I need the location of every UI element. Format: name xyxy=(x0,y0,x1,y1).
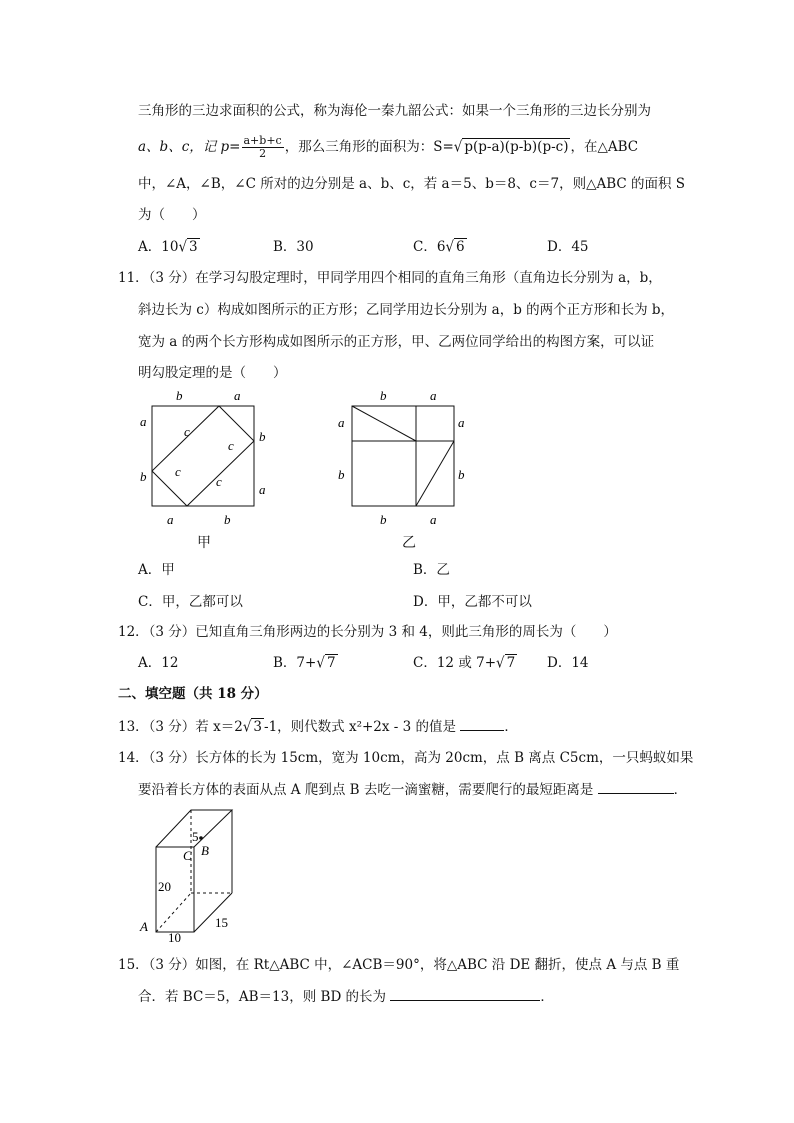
q11-option-b: B．乙 xyxy=(413,562,450,578)
q12-option-c xyxy=(413,653,517,673)
yi-label-top-a: a xyxy=(430,388,437,403)
yi-label-top-b: b xyxy=(380,388,387,403)
q10-line-2-c: ，在△ABC xyxy=(570,139,639,155)
q14-line-2-text: 要沿着长方体的表面从点 A 爬到点 B 去吃一滴蜜糖，需要爬行的最短距离是 xyxy=(138,782,594,798)
option-radicand: 6 xyxy=(456,239,465,255)
q10-option-b xyxy=(273,237,314,257)
q12-line-1: 12．（3 分）已知直角三角形两边的长分别为 3 和 4，则此三角形的周长为（ ） xyxy=(118,624,617,640)
jia-label-left-a: a xyxy=(140,414,147,429)
jia-label-right-b: b xyxy=(259,429,266,444)
q14-line-2 xyxy=(138,779,687,800)
q15-end: ． xyxy=(540,989,554,1005)
cuboid-label-b: B xyxy=(201,843,209,858)
sqrt-icon: √ xyxy=(242,718,252,736)
jia-label-top-a: a xyxy=(234,388,241,403)
option-prefix: 7+ xyxy=(296,655,317,671)
q15-answer-blank[interactable] xyxy=(390,986,540,1001)
option-value: 45 xyxy=(571,239,589,255)
q11-option-d: D．甲，乙都不可以 xyxy=(413,594,532,610)
option-label: C． xyxy=(413,655,437,671)
q15-line-2-text: 合．若 BC＝5，AB＝13，则 BD 的长为 xyxy=(138,989,387,1005)
q15-line-1: 15．（3 分）如图，在 Rt△ABC 中，∠ACB＝90°，将△ABC 沿 DE 翻折，使点 A 与点 B 重 xyxy=(118,957,680,973)
sqrt-icon: √ xyxy=(496,654,505,672)
q12-option-d: D．14 xyxy=(547,655,589,671)
q12-option-b xyxy=(273,653,338,673)
option-radicand: 3 xyxy=(189,239,198,255)
q11-line-2: 斜边长为 c）构成如图所示的正方形；乙同学用边长分别为 a，b 的两个正方形和长为 b， xyxy=(138,302,675,318)
q13-radicand: 3 xyxy=(253,719,263,735)
figure-yi xyxy=(330,385,480,530)
option-label: D． xyxy=(547,239,572,255)
option-prefix: 12 或 7+ xyxy=(436,655,497,671)
jia-label-c: c xyxy=(184,424,190,439)
q13-pre: 13．（3 分）若 x＝2 xyxy=(118,719,243,735)
yi-label-right-a: a xyxy=(458,415,465,430)
q11-option-c: C．甲，乙都可以 xyxy=(138,594,243,610)
jia-label-c: c xyxy=(228,438,234,453)
option-label: C． xyxy=(413,239,437,255)
jia-label-top-b: b xyxy=(176,388,183,403)
option-radicand: 7 xyxy=(506,655,516,671)
caption-jia: 甲 xyxy=(197,535,211,551)
sqrt-icon: √ xyxy=(445,238,455,256)
q14-end: ． xyxy=(673,782,688,798)
jia-label-c: c xyxy=(175,464,181,479)
jia-inner-square xyxy=(152,406,254,506)
q13-end: ． xyxy=(504,719,518,735)
p-fraction xyxy=(242,135,284,160)
caption-yi: 乙 xyxy=(402,535,416,551)
cuboid-label-15: 15 xyxy=(215,915,228,930)
option-radicand: 7 xyxy=(326,655,336,671)
section-2-title: 二、填空题（共 18 分） xyxy=(118,686,268,702)
cuboid-label-10: 10 xyxy=(168,930,181,945)
q15-line-2 xyxy=(138,986,554,1007)
yi-label-right-b: b xyxy=(458,467,465,482)
cuboid-label-20: 20 xyxy=(158,879,171,894)
jia-label-c: c xyxy=(216,474,222,489)
q10-line-2 xyxy=(138,135,638,160)
q10-line-1: 三角形的三边求面积的公式，称为海伦一秦九韶公式：如果一个三角形的三边长分别为 xyxy=(138,103,651,119)
q11-line-1: 11．（3 分）在学习勾股定理时，甲同学用四个相同的直角三角形（直角边长分别为 a，b， xyxy=(118,270,662,286)
yi-label-left-b: b xyxy=(338,467,345,482)
q14-answer-blank[interactable] xyxy=(598,779,674,794)
cuboid-label-c: C xyxy=(183,848,192,863)
sqrt-icon: √ xyxy=(178,238,188,256)
q10-line-2-a: a、b、c，记 p= xyxy=(138,139,241,155)
q14-line-1: 14．（3 分）长方体的长为 15cm，宽为 10cm，高为 20cm，点 B 离点 C5cm，一只蚂蚁如果 xyxy=(118,750,694,766)
jia-label-bottom-a: a xyxy=(167,512,174,527)
yi-label-bottom-a: a xyxy=(430,512,437,527)
q11-option-a: A．甲 xyxy=(138,562,175,578)
point-b-dot xyxy=(199,836,203,840)
q12-option-a: A．12 xyxy=(138,655,179,671)
jia-label-left-b: b xyxy=(140,469,147,484)
q10-option-c xyxy=(413,237,467,257)
q10-option-a xyxy=(138,237,200,257)
figure-cuboid xyxy=(135,805,245,945)
q13-line xyxy=(118,716,518,737)
figure-jia xyxy=(130,385,280,530)
jia-label-right-a: a xyxy=(259,482,266,497)
q13-post: -1，则代数式 x²+2x - 3 的值是 xyxy=(264,719,457,735)
yi-label-bottom-b: b xyxy=(380,512,387,527)
yi-diagonal-top xyxy=(352,406,416,441)
jia-label-bottom-b: b xyxy=(224,512,231,527)
sqrt-icon: √ xyxy=(453,138,463,156)
cuboid-label-a: A xyxy=(140,919,148,934)
heron-radicand: p(p-a)(p-b)(p-c) xyxy=(464,139,569,155)
cuboid-label-5: 5 xyxy=(192,829,199,844)
q10-line-4: 为（ ） xyxy=(138,207,206,223)
yi-outer-square xyxy=(352,406,454,506)
yi-label-left-a: a xyxy=(338,415,345,430)
option-coef: 10 xyxy=(161,239,179,255)
yi-diagonal-right xyxy=(416,441,454,506)
q10-option-d xyxy=(547,237,589,257)
q11-line-3: 宽为 a 的两个长方形构成如图所示的正方形，甲、乙两位同学给出的构图方案，可以证 xyxy=(138,334,655,350)
cuboid-hidden-diagonal xyxy=(156,893,191,932)
q10-line-3: 中，∠A，∠B，∠C 所对的边分别是 a、b、c，若 a＝5、b＝8、c＝7，则△ABC 的面积 S xyxy=(138,176,686,192)
p-fraction-denominator: 2 xyxy=(259,147,267,160)
q10-line-2-b: ，那么三角形的面积为：S= xyxy=(284,139,454,155)
sqrt-icon: √ xyxy=(316,654,325,672)
q11-line-4: 明勾股定理的是（ ） xyxy=(138,365,287,381)
q13-answer-blank[interactable] xyxy=(460,716,504,731)
p-fraction-numerator: a+b+c xyxy=(243,134,282,147)
option-label: A． xyxy=(138,239,162,255)
option-value: 30 xyxy=(296,239,314,255)
option-label: B． xyxy=(273,239,297,255)
option-label: B． xyxy=(273,655,297,671)
option-coef: 6 xyxy=(436,239,446,255)
